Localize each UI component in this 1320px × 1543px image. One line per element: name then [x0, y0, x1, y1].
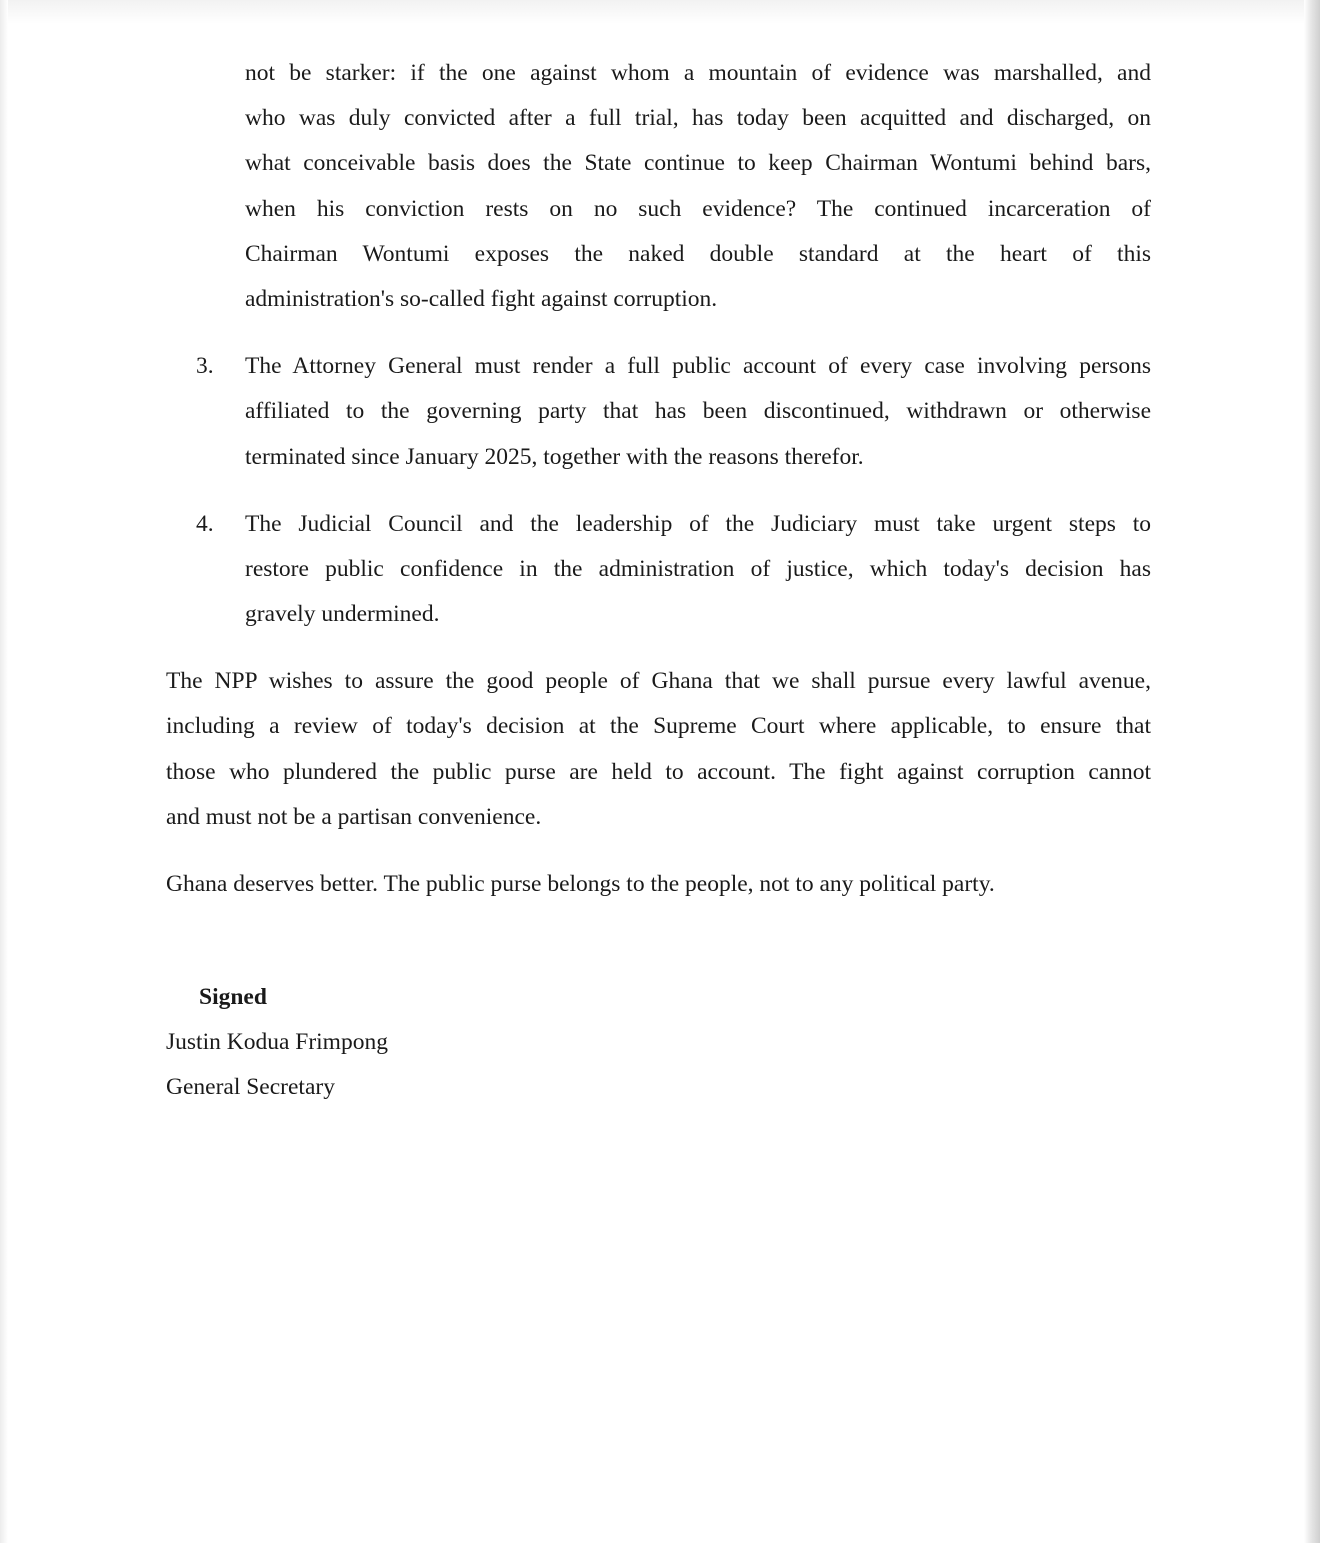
closing-line: including a review of today's decision at the Supreme Court where applicable, to ensure that — [166, 713, 1151, 739]
list-item-line: terminated since January 2025, together with the reasons therefor. — [245, 444, 864, 470]
list-item-line: gravely undermined. — [245, 601, 440, 627]
closing-line: those who plundered the public purse are held to account. The fight against corruption cannot — [166, 759, 1151, 785]
page-right-shadow — [1304, 0, 1320, 1543]
list-item-line: The Judicial Council and the leadership of the Judiciary must take urgent steps to — [245, 511, 1151, 537]
list-item-line: restore public confidence in the administration of justice, which today's decision has — [245, 556, 1151, 582]
continuation-line: when his conviction rests on no such evidence? The continued incarceration of — [245, 196, 1151, 222]
closing-line: and must not be a partisan convenience. — [166, 804, 542, 830]
list-item-line: The Attorney General must render a full public account of every case involving persons — [245, 353, 1151, 379]
page-top-shadow — [0, 0, 1320, 24]
continuation-line: administration's so-called fight against corruption. — [245, 286, 718, 312]
page-left-shadow — [0, 0, 8, 1543]
list-item-number: 4. — [196, 511, 214, 537]
closing-line: The NPP wishes to assure the good people of Ghana that we shall pursue every lawful avenue, — [166, 668, 1151, 694]
continuation-line: who was duly convicted after a full trial, has today been acquitted and discharged, on — [245, 105, 1151, 131]
continuation-line: Chairman Wontumi exposes the naked double standard at the heart of this — [245, 241, 1151, 267]
list-item-number: 3. — [196, 353, 214, 379]
continuation-line: what conceivable basis does the State continue to keep Chairman Wontumi behind bars, — [245, 150, 1151, 176]
signed-label: Signed — [199, 984, 267, 1010]
signatory-name: Justin Kodua Frimpong — [166, 1029, 388, 1055]
signatory-title: General Secretary — [166, 1074, 335, 1100]
continuation-line: not be starker: if the one against whom a mountain of evidence was marshalled, and — [245, 60, 1151, 86]
final-statement: Ghana deserves better. The public purse belongs to the people, not to any political party. — [166, 871, 995, 897]
list-item-line: affiliated to the governing party that has been discontinued, withdrawn or otherwise — [245, 398, 1151, 424]
